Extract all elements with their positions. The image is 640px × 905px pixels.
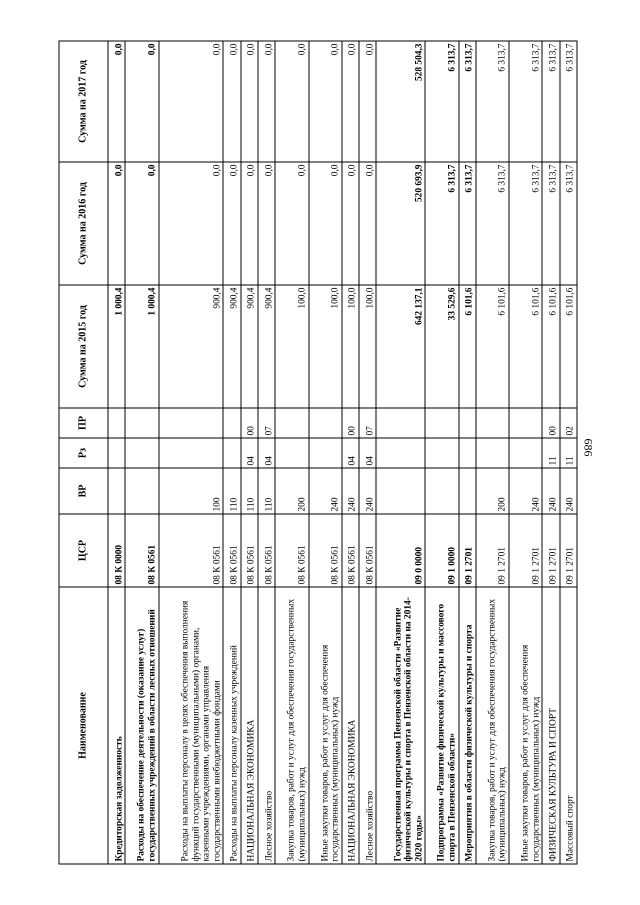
page-number: 686 [581, 438, 596, 457]
cell-rz [108, 438, 125, 468]
cell-name: Иные закупки товаров, работ и услуг для обеспечения государственных (муниципальных) нужд [509, 587, 542, 864]
cell-s2016: 0,0 [258, 162, 275, 285]
cell-s2017: 0,0 [159, 41, 224, 162]
table-row [223, 41, 240, 864]
cell-name: Иные закупки товаров, работ и услуг для обеспечения государственных (муниципальных) нужд [309, 587, 342, 864]
cell-vr: 200 [275, 468, 308, 514]
table-row [359, 41, 376, 864]
cell-csr: 09 1 2701 [542, 514, 559, 587]
table-row [275, 41, 308, 864]
cell-csr: 09 1 2701 [509, 514, 542, 587]
cell-pr: 00 [241, 408, 258, 438]
cell-rz: 04 [359, 438, 376, 468]
cell-pr [223, 408, 240, 438]
cell-pr [476, 408, 509, 438]
cell-vr: 100 [159, 468, 224, 514]
cell-vr: 110 [241, 468, 258, 514]
cell-name: Государственная программа Пензенской области «Развитие физической культуры и спорта в Пензенской области на 2014-2020 годы» [376, 587, 425, 864]
cell-name: ФИЗИЧЕСКАЯ КУЛЬТУРА И СПОРТ [542, 587, 559, 864]
header-vr: ВР [59, 468, 108, 514]
cell-vr: 110 [258, 468, 275, 514]
cell-s2017: 6 313,7 [542, 41, 559, 162]
cell-s2015: 900,4 [223, 285, 240, 408]
cell-s2016: 520 693,9 [376, 162, 425, 285]
cell-pr [509, 408, 542, 438]
cell-s2016: 0,0 [275, 162, 308, 285]
cell-pr: 02 [560, 408, 577, 438]
header-sum-2017: Сумма на 2017 год [59, 41, 108, 162]
header-row [59, 41, 108, 864]
cell-s2015: 900,4 [159, 285, 224, 408]
cell-rz: 04 [258, 438, 275, 468]
cell-s2015: 900,4 [258, 285, 275, 408]
cell-s2016: 6 313,7 [425, 162, 458, 285]
cell-csr: 08 К 0561 [342, 514, 359, 587]
cell-name: НАЦИОНАЛЬНАЯ ЭКОНОМИКА [241, 587, 258, 864]
cell-s2015: 100,0 [359, 285, 376, 408]
cell-s2015: 100,0 [342, 285, 359, 408]
header-csr: ЦСР [59, 514, 108, 587]
table-row [560, 41, 577, 864]
cell-s2016: 0,0 [108, 162, 125, 285]
cell-s2015: 100,0 [309, 285, 342, 408]
cell-vr [425, 468, 458, 514]
cell-name: Расходы на выплаты персоналу в целях обеспечения выполнения функций государственными (муниципальными) органами, казенными учреждениями, органами управления государственными внебюджетными фондами [159, 587, 224, 864]
cell-csr: 08 К 0561 [309, 514, 342, 587]
cell-rz: 04 [241, 438, 258, 468]
cell-pr [125, 408, 158, 438]
cell-csr: 09 1 2701 [476, 514, 509, 587]
cell-s2016: 6 313,7 [476, 162, 509, 285]
cell-vr: 240 [309, 468, 342, 514]
cell-rz: 11 [560, 438, 577, 468]
cell-name: Закупка товаров, работ и услуг для обеспечения государственных (муниципальных) нужд [275, 587, 308, 864]
cell-name: Подпрограмма «Развитие физической культуры и массового спорта в Пензенской области» [425, 587, 458, 864]
cell-s2015: 6 101,6 [509, 285, 542, 408]
budget-table [59, 40, 578, 864]
cell-s2017: 0,0 [275, 41, 308, 162]
cell-pr [275, 408, 308, 438]
cell-rz [476, 438, 509, 468]
cell-csr: 09 0 0000 [376, 514, 425, 587]
cell-s2015: 6 101,6 [459, 285, 476, 408]
cell-csr: 09 1 2701 [459, 514, 476, 587]
cell-csr: 08 К 0561 [125, 514, 158, 587]
table-row [425, 41, 458, 864]
cell-vr [125, 468, 158, 514]
cell-vr [459, 468, 476, 514]
cell-pr [425, 408, 458, 438]
cell-vr: 240 [542, 468, 559, 514]
cell-rz [125, 438, 158, 468]
table-row [309, 41, 342, 864]
cell-s2016: 0,0 [223, 162, 240, 285]
cell-s2016: 6 313,7 [509, 162, 542, 285]
header-pr: ПР [59, 408, 108, 438]
cell-pr [459, 408, 476, 438]
cell-rz: 04 [342, 438, 359, 468]
cell-name: Мероприятия в области физической культуры и спорта [459, 587, 476, 864]
table-row [342, 41, 359, 864]
table-row [509, 41, 542, 864]
cell-s2016: 6 313,7 [560, 162, 577, 285]
table-row [125, 41, 158, 864]
cell-csr: 08 К 0561 [223, 514, 240, 587]
cell-s2015: 1 000,4 [108, 285, 125, 408]
cell-vr: 110 [223, 468, 240, 514]
cell-name: Лесное хозяйство [359, 587, 376, 864]
cell-s2016: 0,0 [309, 162, 342, 285]
cell-vr: 240 [560, 468, 577, 514]
cell-s2016: 6 313,7 [459, 162, 476, 285]
cell-csr: 09 1 0000 [425, 514, 458, 587]
cell-s2016: 0,0 [241, 162, 258, 285]
cell-pr [159, 408, 224, 438]
cell-s2015: 1 000,4 [125, 285, 158, 408]
table-row [476, 41, 509, 864]
cell-s2017: 0,0 [125, 41, 158, 162]
header-rz: Рз [59, 438, 108, 468]
cell-s2017: 0,0 [309, 41, 342, 162]
cell-pr: 00 [342, 408, 359, 438]
cell-s2017: 6 313,7 [509, 41, 542, 162]
cell-csr: 08 К 0561 [159, 514, 224, 587]
cell-pr [108, 408, 125, 438]
cell-s2016: 0,0 [159, 162, 224, 285]
cell-vr [108, 468, 125, 514]
cell-s2016: 0,0 [342, 162, 359, 285]
cell-rz: 11 [542, 438, 559, 468]
cell-rz [309, 438, 342, 468]
cell-vr: 240 [359, 468, 376, 514]
cell-name: Кредиторская задолженность [108, 587, 125, 864]
cell-rz [223, 438, 240, 468]
cell-vr [376, 468, 425, 514]
cell-vr: 240 [509, 468, 542, 514]
cell-s2017: 6 313,7 [560, 41, 577, 162]
cell-rz [376, 438, 425, 468]
cell-rz [459, 438, 476, 468]
cell-s2016: 0,0 [359, 162, 376, 285]
cell-pr: 00 [542, 408, 559, 438]
cell-rz [509, 438, 542, 468]
cell-s2016: 6 313,7 [542, 162, 559, 285]
cell-s2017: 0,0 [223, 41, 240, 162]
cell-name: НАЦИОНАЛЬНАЯ ЭКОНОМИКА [342, 587, 359, 864]
table-row [159, 41, 224, 864]
cell-s2017: 6 313,7 [425, 41, 458, 162]
cell-csr: 08 К 0561 [359, 514, 376, 587]
cell-s2017: 0,0 [108, 41, 125, 162]
cell-name: Лесное хозяйство [258, 587, 275, 864]
cell-csr: 08 К 0561 [241, 514, 258, 587]
cell-s2015: 6 101,6 [560, 285, 577, 408]
cell-csr: 08 К 0561 [258, 514, 275, 587]
cell-csr: 08 К 0000 [108, 514, 125, 587]
cell-csr: 09 1 2701 [560, 514, 577, 587]
cell-s2017: 0,0 [241, 41, 258, 162]
cell-vr: 240 [342, 468, 359, 514]
header-sum-2015: Сумма на 2015 год [59, 285, 108, 408]
header-name: Наименование [59, 587, 108, 864]
cell-name: Массовый спорт [560, 587, 577, 864]
cell-s2017: 0,0 [258, 41, 275, 162]
table-row [542, 41, 559, 864]
table-row [258, 41, 275, 864]
cell-vr: 200 [476, 468, 509, 514]
table-row [241, 41, 258, 864]
cell-rz [425, 438, 458, 468]
cell-s2015: 100,0 [275, 285, 308, 408]
cell-pr: 07 [359, 408, 376, 438]
cell-s2015: 900,4 [241, 285, 258, 408]
table-row [459, 41, 476, 864]
cell-s2017: 0,0 [359, 41, 376, 162]
table-body [108, 41, 577, 864]
cell-s2017: 528 504,3 [376, 41, 425, 162]
cell-name: Расходы на выплаты персоналу казенных учреждений [223, 587, 240, 864]
cell-s2015: 6 101,6 [476, 285, 509, 408]
cell-rz [159, 438, 224, 468]
cell-s2015: 33 529,6 [425, 285, 458, 408]
header-sum-2016: Сумма на 2016 год [59, 162, 108, 285]
cell-pr [376, 408, 425, 438]
cell-s2017: 6 313,7 [476, 41, 509, 162]
rotated-page [59, 41, 578, 864]
cell-name: Закупка товаров, работ и услуг для обеспечения государственных (муниципальных) нужд [476, 587, 509, 864]
table-row [376, 41, 425, 864]
cell-pr: 07 [258, 408, 275, 438]
cell-s2015: 642 137,1 [376, 285, 425, 408]
cell-csr: 08 К 0561 [275, 514, 308, 587]
cell-s2016: 0,0 [125, 162, 158, 285]
cell-s2017: 6 313,7 [459, 41, 476, 162]
cell-s2015: 6 101,6 [542, 285, 559, 408]
cell-name: Расходы на обеспечение деятельности (оказание услуг) государственных учреждений в области лесных отношений [125, 587, 158, 864]
cell-pr [309, 408, 342, 438]
table-row [108, 41, 125, 864]
cell-rz [275, 438, 308, 468]
cell-s2017: 0,0 [342, 41, 359, 162]
